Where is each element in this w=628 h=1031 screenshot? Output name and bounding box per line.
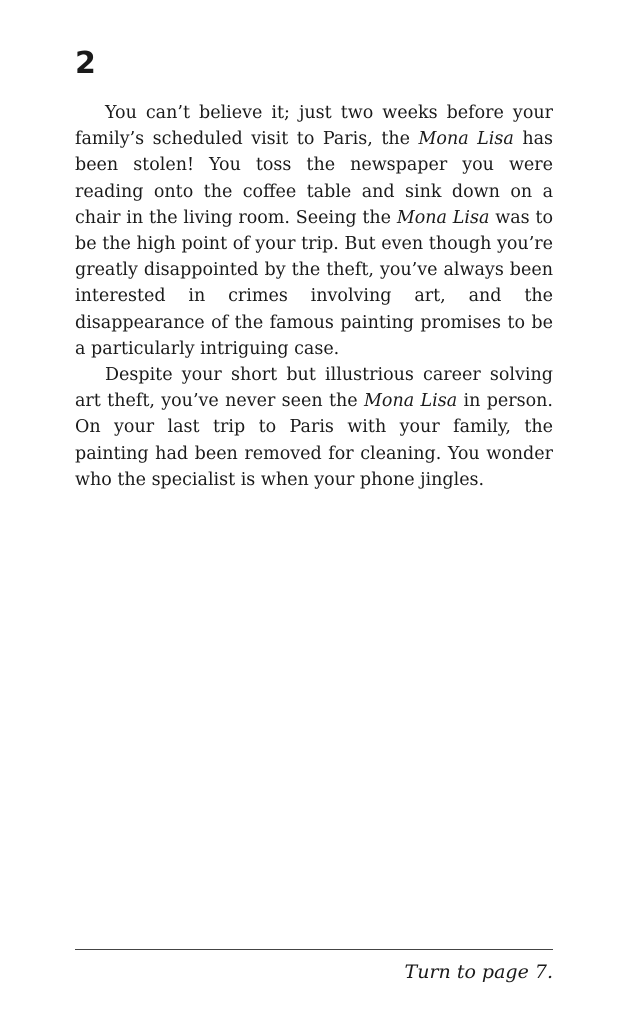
- turn-to-page-link[interactable]: Turn to page 7.: [404, 961, 553, 983]
- title-italic: Mona Lisa: [418, 129, 514, 150]
- text-segment: was to be the high point of your trip. But even though you’re greatly disappointed by the theft, you’ve always been interested in crimes involving art, and the disappearance of the famous painting promises to be a particularly intriguing case.: [75, 207, 553, 359]
- story-paragraph: [75, 100, 553, 362]
- footer-divider: [75, 949, 553, 950]
- title-italic: Mona Lisa: [396, 207, 490, 228]
- text-segment: has been stolen! You toss the newspaper you were reading onto the coffee table and sink down on a chair in the living room. Seeing the: [75, 129, 554, 228]
- text-segment: Despite your short but illustrious career solving art theft, you’ve never seen the: [75, 365, 553, 412]
- text-segment: in person. On your last trip to Paris with your family, the painting had been removed for cleaning. You wonder who the specialist is when your phone jingles.: [75, 391, 553, 490]
- page-number: 2: [75, 46, 96, 81]
- story-text: [75, 100, 553, 493]
- story-paragraph: [75, 362, 553, 493]
- text-segment: You can’t believe it; just two weeks before your family’s scheduled visit to Paris, the: [75, 103, 553, 150]
- title-italic: Mona Lisa: [364, 391, 458, 412]
